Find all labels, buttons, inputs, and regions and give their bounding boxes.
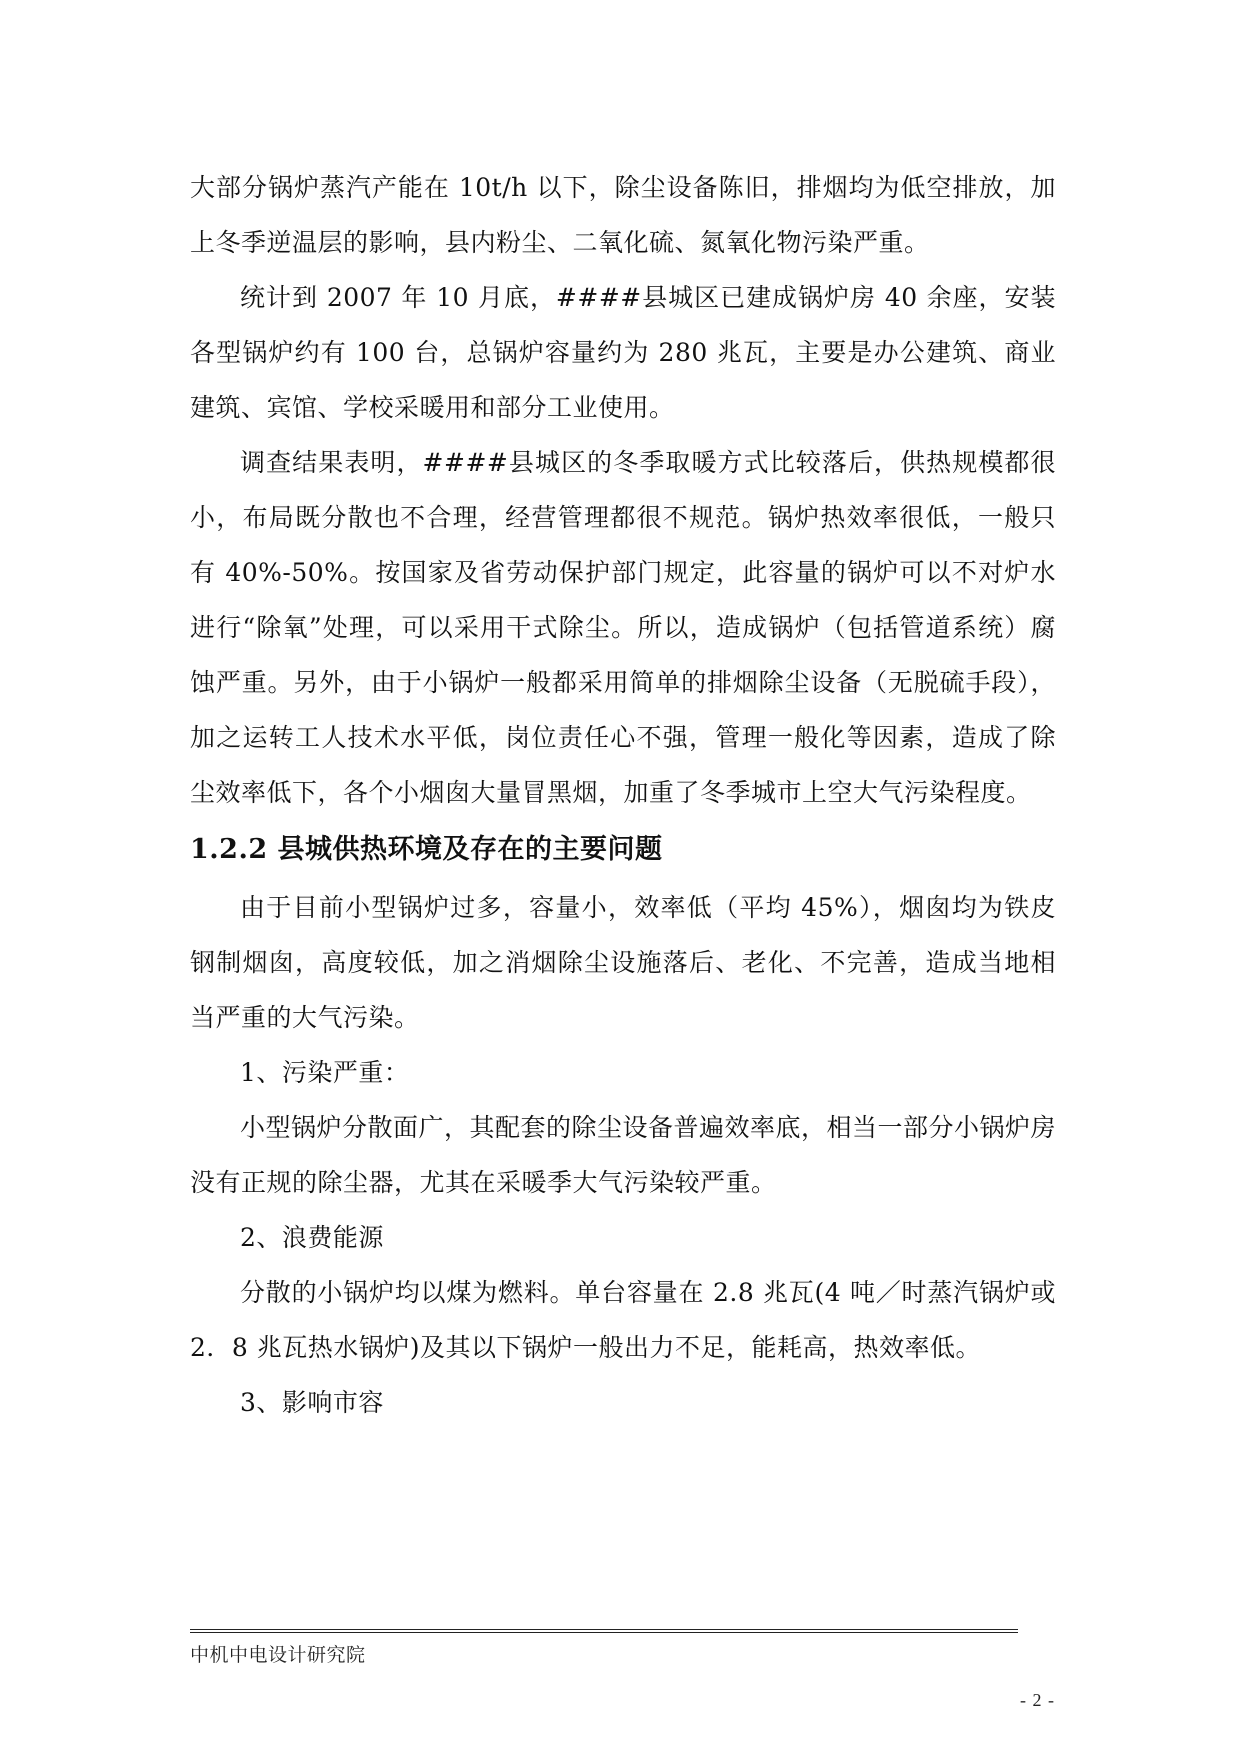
footer-organization: 中机中电设计研究院	[190, 1644, 366, 1666]
section-heading: 1.2.2 县城供热环境及存在的主要问题	[190, 834, 663, 865]
list-item-pollution: 1、污染严重：	[240, 1058, 410, 1087]
body-text	[190, 160, 1056, 1430]
paragraph-small-boilers: 由于目前小型锅炉过多，容量小，效率低（平均 45%），烟囱均为铁皮钢制烟囱，高度较低，加之消烟除尘设施落后、老化、不完善，造成当地相当严重的大气污染。	[190, 893, 1056, 1032]
paragraph-boiler-overview: 大部分锅炉蒸汽产能在 10t/h 以下，除尘设备陈旧，排烟均为低空排放，加上冬季逆温层的影响，县内粉尘、二氧化硫、氮氧化物污染严重。	[190, 173, 1056, 257]
paragraph-energy-detail: 分散的小锅炉均以煤为燃料。单台容量在 2.8 兆瓦(4 吨／时蒸汽锅炉或 2．8 兆瓦热水锅炉)及其以下锅炉一般出力不足，能耗高，热效率低。	[190, 1278, 1056, 1362]
list-item-energy-waste: 2、浪费能源	[240, 1223, 384, 1252]
page-number: - 2 -	[1020, 1690, 1055, 1710]
paragraph-survey-results: 调查结果表明，####县城区的冬季取暖方式比较落后，供热规模都很小，布局既分散也不合理，经营管理都很不规范。锅炉热效率很低，一般只有 40%-50%。按国家及省劳动保护部门规定，此容量的锅炉可以不对炉水进行“除氧”处理，可以采用干式除尘。所以，造成锅炉（包括管道系统）腐蚀严重。另外，由于小锅炉一般都采用简单的排烟除尘设备（无脱硫手段），加之运转工人技术水平低，岗位责任心不强，管理一般化等因素，造成了除尘效率低下，各个小烟囱大量冒黑烟，加重了冬季城市上空大气污染程度。	[190, 448, 1056, 807]
list-item-city-appearance: 3、影响市容	[240, 1388, 384, 1417]
footer-divider	[190, 1629, 1018, 1633]
paragraph-statistics-2007: 统计到 2007 年 10 月底，####县城区已建成锅炉房 40 余座，安装各型锅炉约有 100 台，总锅炉容量约为 280 兆瓦，主要是办公建筑、商业建筑、宾馆、学校采暖用和部分工业使用。	[190, 283, 1056, 422]
paragraph-pollution-detail: 小型锅炉分散面广，其配套的除尘设备普遍效率底，相当一部分小锅炉房没有正规的除尘器，尤其在采暖季大气污染较严重。	[190, 1113, 1057, 1197]
